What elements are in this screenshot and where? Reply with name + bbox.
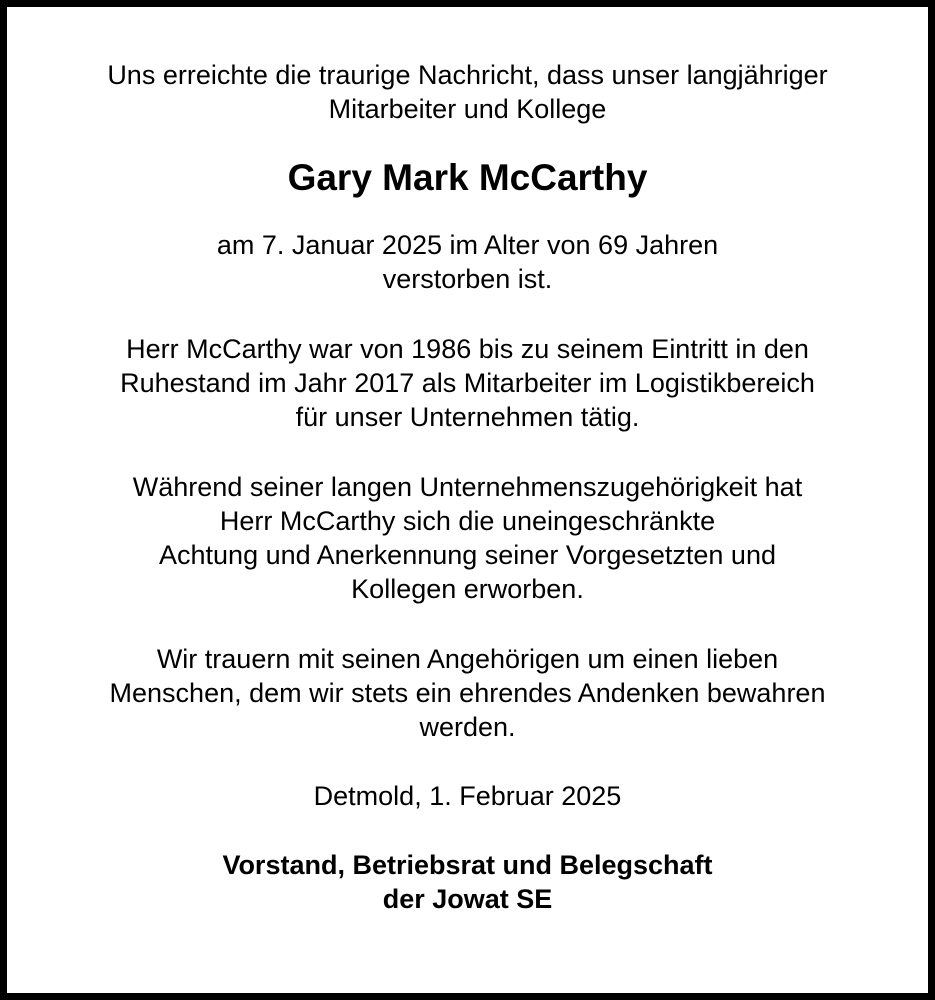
intro-line: Uns erreichte die traurige Nachricht, dass unser langjähriger bbox=[107, 60, 828, 90]
intro-line: Mitarbeiter und Kollege bbox=[328, 94, 607, 124]
mourning-line: Menschen, dem wir stets ein ehrendes Andenken bewahren bbox=[109, 678, 826, 708]
appreciation-line: Achtung und Anerkennung seiner Vorgesetzten und bbox=[159, 540, 776, 570]
death-line: am 7. Januar 2025 im Alter von 69 Jahren bbox=[216, 230, 719, 260]
deceased-name: Gary Mark McCarthy bbox=[287, 157, 648, 198]
appreciation-line: Kollegen erworben. bbox=[351, 574, 584, 604]
appreciation-line: Herr McCarthy sich die uneingeschränkte bbox=[219, 506, 716, 536]
mourning-line: werden. bbox=[419, 712, 516, 742]
career-line: Herr McCarthy war von 1986 bis zu seinem Eintritt in den bbox=[126, 334, 809, 364]
signature-line: der Jowat SE bbox=[382, 884, 553, 914]
death-paragraph bbox=[7, 228, 928, 296]
mourning-line: Wir trauern mit seinen Angehörigen um einen lieben bbox=[156, 644, 779, 674]
career-line: Ruhestand im Jahr 2017 als Mitarbeiter im Logistikbereich bbox=[120, 368, 815, 398]
career-line: für unser Unternehmen tätig. bbox=[295, 402, 640, 432]
career-paragraph bbox=[7, 332, 928, 434]
signature-block bbox=[7, 848, 928, 916]
mourning-paragraph bbox=[7, 642, 928, 744]
death-line: verstorben ist. bbox=[382, 264, 553, 294]
place-and-date: Detmold, 1. Februar 2025 bbox=[313, 781, 622, 811]
obituary-notice bbox=[7, 58, 928, 916]
signature-line: Vorstand, Betriebsrat und Belegschaft bbox=[222, 850, 713, 880]
appreciation-line: Während seiner langen Unternehmenszugehörigkeit hat bbox=[132, 472, 803, 502]
intro-paragraph bbox=[7, 58, 928, 126]
appreciation-paragraph bbox=[7, 470, 928, 606]
